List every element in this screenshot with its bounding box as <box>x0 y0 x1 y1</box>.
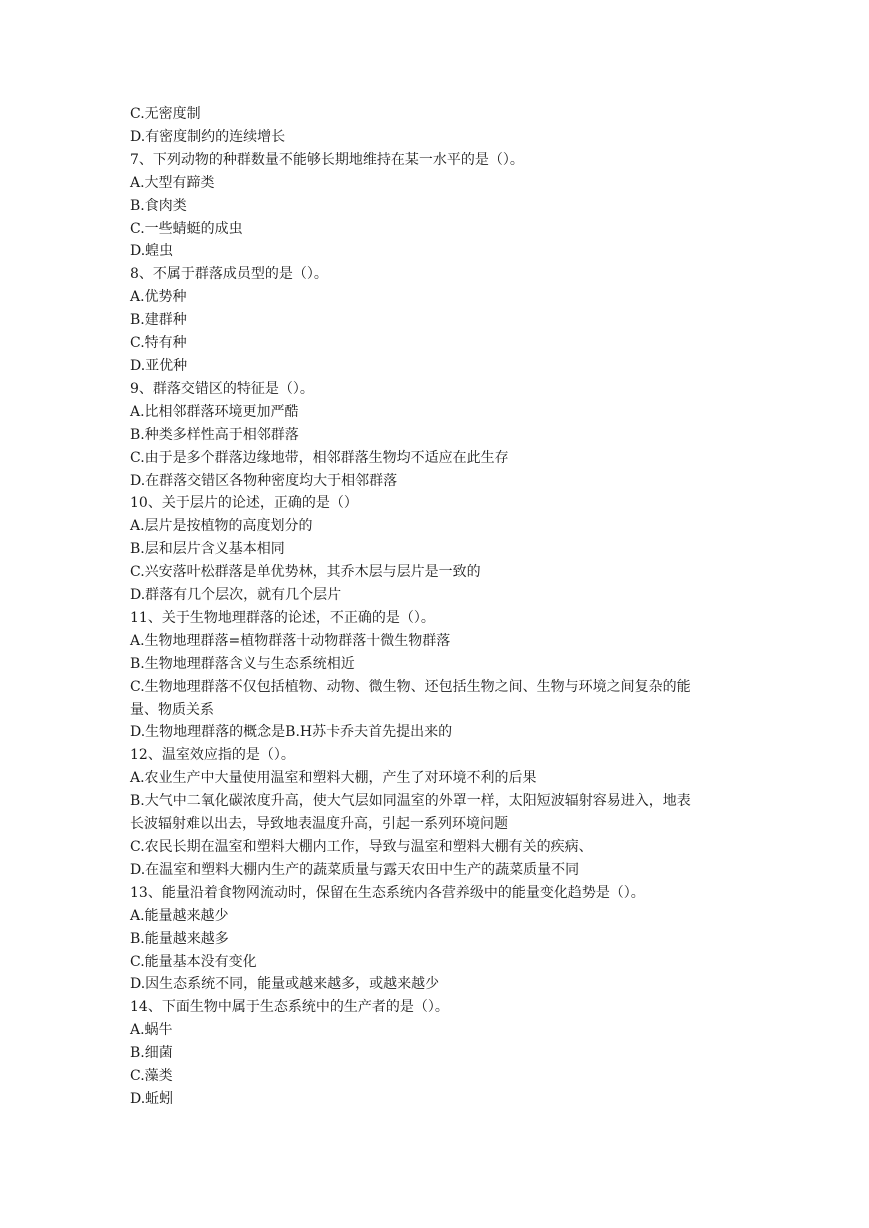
answer-option: A.层片是按植物的高度划分的 <box>130 518 313 535</box>
document-page <box>130 103 750 1111</box>
answer-option: C.能量基本没有变化 <box>130 953 257 970</box>
answer-option: A.大型有蹄类 <box>130 174 215 191</box>
question-stem: 10、关于层片的论述，正确的是（） <box>130 495 358 512</box>
answer-option: D.生物地理群落的概念是B.H苏卡乔夫首先提出来的 <box>130 724 453 741</box>
continuation-line: 长波辐射难以出去，导致地表温度升高，引起一系列环境问题 <box>130 816 508 833</box>
answer-option: C.农民长期在温室和塑料大棚内工作，导致与温室和塑料大棚有关的疾病、 <box>130 839 593 855</box>
answer-option: B.细菌 <box>130 1045 173 1062</box>
answer-option: C.一些蜻蜓的成虫 <box>130 220 243 237</box>
answer-option: B.生物地理群落含义与生态系统相近 <box>130 655 355 672</box>
answer-option: B.大气中二氧化碳浓度升高，使大气层如同温室的外罩一样，太阳短波辐射容易进入，地表 <box>130 793 691 810</box>
question-stem: 13、能量沿着食物网流动时，保留在生态系统内各营养级中的能量变化趋势是（）。 <box>130 884 645 901</box>
answer-option: C.特有种 <box>130 335 187 352</box>
answer-option: D.在温室和塑料大棚内生产的蔬菜质量与露天农田中生产的蔬菜质量不同 <box>130 861 580 878</box>
question-stem: 11、关于生物地理群落的论述，不正确的是（）。 <box>130 609 435 626</box>
answer-option: D.在群落交错区各物种密度均大于相邻群落 <box>130 472 398 489</box>
answer-option: D.因生态系统不同，能量或越来越多，或越来越少 <box>130 976 440 993</box>
answer-option: B.建群种 <box>130 312 187 329</box>
answer-option: D.亚优种 <box>130 357 188 374</box>
question-stem: 8、不属于群落成员型的是（）。 <box>130 266 328 283</box>
answer-option: D.有密度制约的连续增长 <box>130 128 286 145</box>
answer-option: D.蚯蚓 <box>130 1090 174 1107</box>
answer-option: B.层和层片含义基本相同 <box>130 541 285 558</box>
answer-option: C.由于是多个群落边缘地带，相邻群落生物均不适应在此生存 <box>130 449 509 466</box>
answer-option: B.种类多样性高于相邻群落 <box>130 426 299 443</box>
answer-option: A.农业生产中大量使用温室和塑料大棚，产生了对环境不利的后果 <box>130 770 537 787</box>
continuation-line: 量、物质关系 <box>130 701 214 718</box>
question-stem: 7、下列动物的种群数量不能够长期地维持在某一水平的是（）。 <box>130 151 524 168</box>
answer-option: C.兴安落叶松群落是单优势林，其乔木层与层片是一致的 <box>130 564 481 581</box>
question-stem: 14、下面生物中属于生态系统中的生产者的是（）。 <box>130 999 449 1016</box>
question-stem: 9、群落交错区的特征是（）。 <box>130 380 314 397</box>
answer-option: B.能量越来越多 <box>130 930 229 947</box>
answer-option: A.能量越来越少 <box>130 907 229 924</box>
question-stem: 12、温室效应指的是（）。 <box>130 747 295 764</box>
answer-option: B.食肉类 <box>130 197 187 214</box>
answer-option: A.优势种 <box>130 289 187 306</box>
answer-option: A.生物地理群落=植物群落十动物群落十微生物群落 <box>130 632 451 649</box>
answer-option: C.藻类 <box>130 1068 173 1085</box>
answer-option: A.蜗牛 <box>130 1022 173 1039</box>
answer-option: D.群落有几个层次，就有几个层片 <box>130 587 342 604</box>
answer-option: C.生物地理群落不仅包括植物、动物、微生物、还包括生物之间、生物与环境之间复杂的能 <box>130 678 691 695</box>
answer-option: C.无密度制 <box>130 106 201 122</box>
answer-option: A.比相邻群落环境更加严酷 <box>130 403 299 420</box>
answer-option: D.蝗虫 <box>130 243 174 260</box>
